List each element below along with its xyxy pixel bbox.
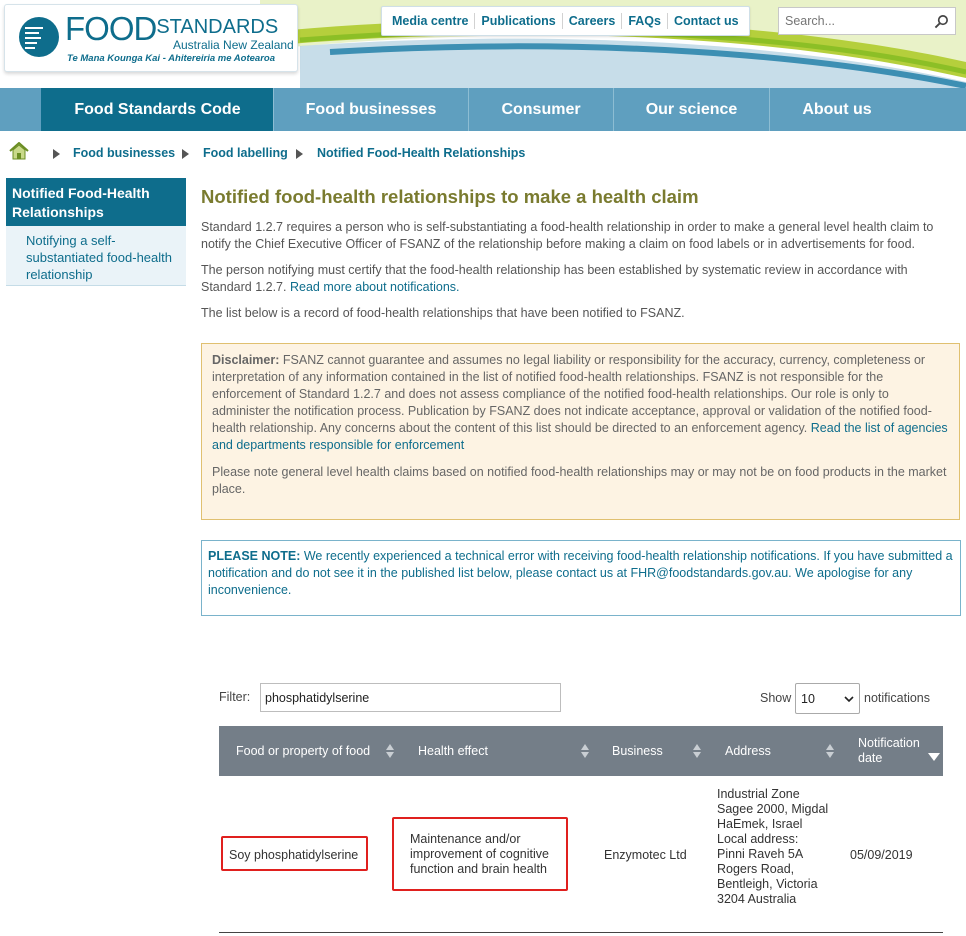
cell-health-effect: Maintenance and/or improvement of cognitive function and brain health bbox=[410, 832, 549, 876]
filter-label: Filter: bbox=[219, 690, 251, 704]
logo-wordmark: $FOOD^{STANDARDS}$ bbox=[65, 10, 279, 47]
tab-consumer[interactable]: Consumer bbox=[468, 88, 613, 131]
notifications-label: notifications bbox=[864, 691, 931, 705]
breadcrumb-food-labelling[interactable]: Food labelling bbox=[203, 146, 288, 160]
disclaimer-label: Disclaimer: bbox=[212, 353, 280, 367]
logo-emblem-icon bbox=[19, 17, 59, 57]
table-header bbox=[219, 726, 943, 776]
show-label: Show bbox=[760, 691, 792, 705]
note-label: PLEASE NOTE: bbox=[208, 549, 301, 563]
link-careers[interactable]: Careers bbox=[562, 13, 622, 29]
link-faqs[interactable]: FAQs bbox=[621, 13, 667, 29]
utility-links bbox=[381, 6, 750, 36]
breadcrumb-arrow-icon bbox=[296, 149, 303, 159]
search-input[interactable] bbox=[779, 14, 929, 28]
sort-icon[interactable] bbox=[581, 744, 589, 758]
page-size-select[interactable] bbox=[795, 683, 860, 714]
disclaimer-body: FSANZ cannot guarantee and assumes no legal liability or responsibility for the accuracy, currency, completeness or interpretation of any information contained in the list of notified food-health relationships. FSANZ is not responsible for the enforcement of Standard 1.2.7 and does not assess compliance of the notified food-health relationships. Our role is only to administer the notification process. Publication by FSANZ does not indicate acceptance, approval or validation of the notified food-health relationship. Any concerns about the content of this list should be directed to an enforcement agency. bbox=[212, 353, 932, 435]
read-more-notifications-link[interactable]: Read more about notifications. bbox=[289, 280, 460, 294]
chevron-down-icon bbox=[844, 694, 854, 704]
sidebar-heading[interactable]: Notified Food-Health Relationships bbox=[6, 178, 186, 226]
col-header-health-effect-label: Health effect bbox=[418, 744, 488, 758]
col-header-food-label: Food or property of food bbox=[236, 744, 371, 758]
breadcrumb-current[interactable]: Notified Food-Health Relationships bbox=[317, 146, 526, 160]
col-header-notification-date[interactable] bbox=[858, 726, 926, 776]
tab-our-science[interactable]: Our science bbox=[613, 88, 769, 131]
cell-food: Soy phosphatidylserine bbox=[229, 848, 359, 862]
col-header-business-label: Business bbox=[612, 744, 663, 758]
col-header-date-label: Notification date bbox=[858, 736, 920, 765]
filter-input[interactable] bbox=[260, 683, 561, 712]
breadcrumb-food-businesses[interactable]: Food businesses bbox=[73, 146, 176, 160]
certify-text: The person notifying must certify that the food-health relationship has been established by systematic review in accordance with Standard 1.2.7. bbox=[201, 263, 908, 294]
cell-notification-date: 05/09/2019 bbox=[850, 848, 913, 862]
enforcement-agencies-link[interactable]: Read the list of agencies and departments responsible for enforcement bbox=[212, 421, 948, 452]
link-contact-us[interactable]: Contact us bbox=[667, 13, 745, 29]
highlight-box-food bbox=[221, 836, 368, 871]
sort-desc-icon[interactable] bbox=[928, 753, 940, 761]
site-header bbox=[0, 0, 966, 88]
search-box bbox=[778, 7, 956, 35]
link-media-centre[interactable]: Media centre bbox=[392, 14, 469, 28]
page-size-value: 10 bbox=[801, 692, 815, 706]
sort-icon[interactable] bbox=[386, 744, 394, 758]
highlight-box-health-effect bbox=[392, 817, 568, 891]
col-header-business[interactable] bbox=[612, 726, 702, 776]
list-paragraph: The list below is a record of food-health relationships that have been notified to FSANZ. bbox=[201, 306, 685, 320]
col-header-health-effect[interactable] bbox=[418, 726, 588, 776]
tab-about-us[interactable]: About us bbox=[769, 88, 904, 131]
logo-subtitle: Australia New Zealand bbox=[173, 38, 294, 52]
sort-icon[interactable] bbox=[826, 744, 834, 758]
logo-maori-text: Te Mana Kounga Kai - Ahitereiria me Aotearoa bbox=[67, 53, 275, 64]
col-header-address-label: Address bbox=[725, 744, 771, 758]
disclaimer-note: Please note general level health claims based on notified food-health relationships may or may not be on food products in the market place. bbox=[212, 465, 947, 496]
breadcrumb bbox=[0, 140, 966, 166]
link-publications[interactable]: Publications bbox=[474, 13, 561, 29]
search-icon[interactable] bbox=[934, 14, 949, 29]
main-navigation bbox=[0, 88, 966, 131]
certify-paragraph bbox=[201, 262, 961, 296]
col-header-address[interactable] bbox=[725, 726, 835, 776]
breadcrumb-arrow-icon bbox=[182, 149, 189, 159]
breadcrumb-arrow-icon bbox=[53, 149, 60, 159]
tab-food-businesses[interactable]: Food businesses bbox=[273, 88, 468, 131]
home-icon[interactable] bbox=[9, 142, 29, 160]
col-header-food[interactable] bbox=[236, 726, 406, 776]
sort-icon[interactable] bbox=[693, 744, 701, 758]
page-title: Notified food-health relationships to make a health claim bbox=[201, 186, 699, 207]
cell-business: Enzymotec Ltd bbox=[604, 848, 687, 862]
disclaimer-box bbox=[201, 343, 960, 520]
intro-paragraph: Standard 1.2.7 requires a person who is self-substantiating a food-health relationship in order to make a general level health claim to notify the Chief Executive Officer of FSANZ of the relationship before making a claim on food labels or in advertisements for food. bbox=[201, 220, 934, 251]
tab-food-standards-code[interactable]: Food Standards Code bbox=[41, 88, 273, 131]
cell-address: Industrial Zone Sagee 2000, Migdal HaEmek, Israel Local address: Pinni Raveh 5A Rogers Road, Bentleigh, Victoria 3204 Australia bbox=[717, 787, 829, 906]
please-note-box bbox=[201, 540, 961, 616]
fsanz-logo[interactable] bbox=[4, 4, 298, 72]
disclaimer-text bbox=[212, 352, 949, 454]
sidebar-item-notifying[interactable]: Notifying a self-substantiated food-health relationship bbox=[6, 226, 186, 286]
note-body: We recently experienced a technical error with receiving food-health relationship notifications. If you have submitted a notification and do not see it in the published list below, please contact us at FHR@foodstandards.gov.au. We apologise for any inconvenience. bbox=[208, 549, 953, 597]
